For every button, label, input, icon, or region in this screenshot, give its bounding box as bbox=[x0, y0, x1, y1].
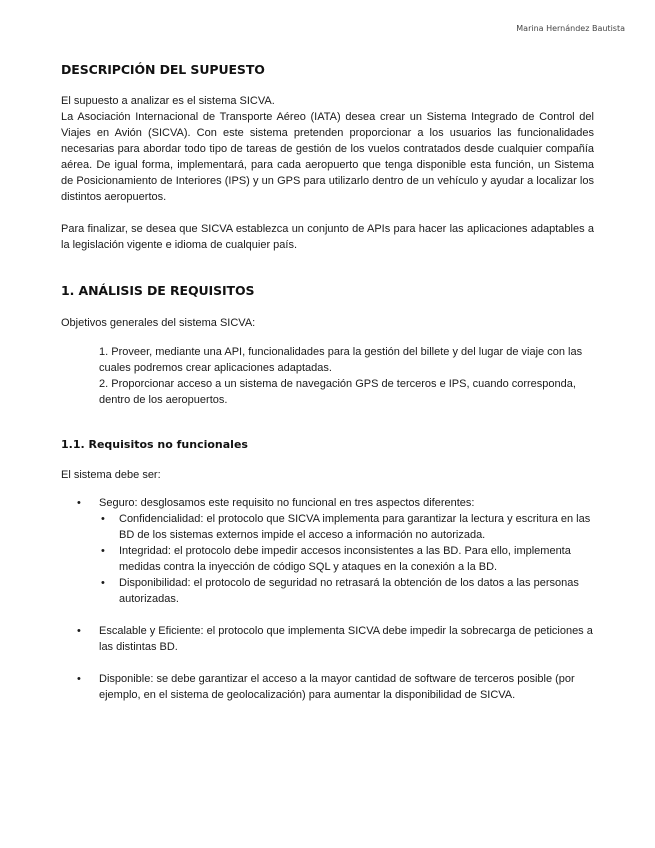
section-title-no-funcionales: 1.1. Requisitos no funcionales bbox=[61, 438, 248, 451]
sub-list-item: • Confidencialidad: el protocolo que SICVA implementa para garantizar la lectura y escritura en las BD de los sistemas externos impide el acceso a información no autorizada. bbox=[99, 511, 594, 543]
descripcion-paragraph-2: Para finalizar, se desea que SICVA establezca un conjunto de APIs para hacer las aplicaciones adaptables a la legislación vigente e idioma de cualquier país. bbox=[61, 223, 594, 251]
requirement-disponible: Disponible: se debe garantizar el acceso a la mayor cantidad de software de terceros posible (por ejemplo, en el sistema de geolocalización) para aumentar la disponibilidad de SICVA. bbox=[99, 673, 575, 701]
section-title-descripcion: DESCRIPCIÓN DEL SUPUESTO bbox=[61, 62, 265, 77]
descripcion-intro: El supuesto a analizar es el sistema SICVA. bbox=[61, 95, 275, 107]
seguro-sublist bbox=[99, 511, 594, 607]
document-body bbox=[61, 62, 594, 703]
sub-list-item: • Disponibilidad: el protocolo de seguridad no retrasará la obtención de los datos a las personas autorizadas. bbox=[99, 575, 594, 607]
objective-item: 1. Proveer, mediante una API, funcionalidades para la gestión del billete y del lugar de viaje con las cuales podremos crear aplicaciones adaptadas. bbox=[99, 346, 583, 374]
requirements-list bbox=[61, 495, 594, 703]
header-author: Marina Hernández Bautista bbox=[516, 24, 625, 33]
sub-list-item: • Integridad: el protocolo debe impedir accesos inconsistentes a las BD. Para ello, implementa medidas contra la inyección de código SQL y ataques en la conexión a la BD. bbox=[99, 543, 594, 575]
objective-item: 2. Proporcionar acceso a un sistema de navegación GPS de terceros e IPS, cuando corresponda, dentro de los aeropuertos. bbox=[99, 378, 576, 406]
list-item bbox=[61, 623, 594, 655]
section-title-analisis: 1. ANÁLISIS DE REQUISITOS bbox=[61, 283, 255, 298]
requirement-seguro: Seguro: desglosamos este requisito no funcional en tres aspectos diferentes: bbox=[99, 497, 475, 509]
objectives-list bbox=[61, 344, 594, 408]
no-funcionales-lead: El sistema debe ser: bbox=[61, 469, 161, 481]
descripcion-paragraph-1: La Asociación Internacional de Transporte Aéreo (IATA) desea crear un Sistema Integrado de Control del Viajes en Avión (SICVA). Con este sistema pretenden proporcionar a los usuarios las funcionalidades necesarias para abordar todo tipo de tareas de gestión de los vuelos contratados desde cualquier compañía aérea. De igual forma, implementará, para cada aeropuerto que tenga disponible esta función, un Sistema de Posicionamiento de Interiores (IPS) y un GPS para utilizarlo dentro de un vehículo y ayudar a localizar los distintos aeropuertos. bbox=[61, 111, 594, 203]
requirement-escalable: Escalable y Eficiente: el protocolo que implementa SICVA debe impedir la sobrecarga de peticiones a las distintas BD. bbox=[99, 625, 593, 653]
list-item bbox=[61, 671, 594, 703]
analisis-lead: Objetivos generales del sistema SICVA: bbox=[61, 317, 256, 329]
list-item bbox=[61, 495, 594, 607]
